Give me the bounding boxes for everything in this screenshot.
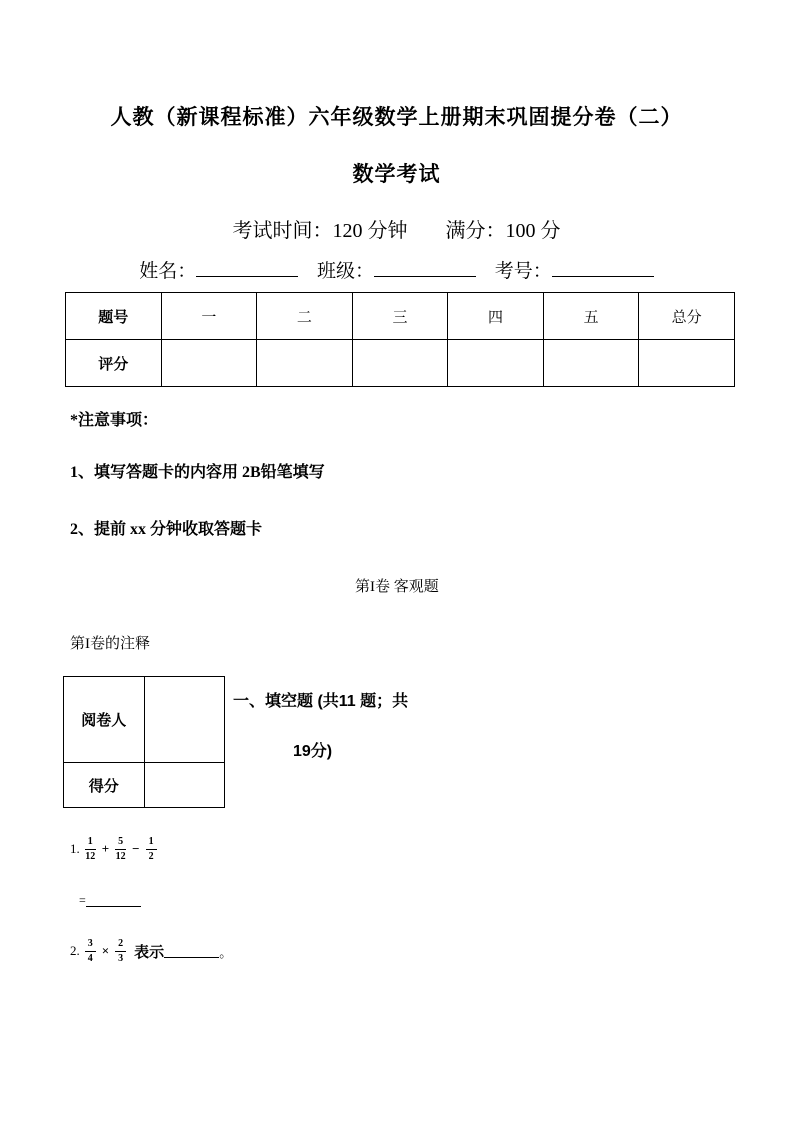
fraction-numerator: 2 bbox=[115, 938, 126, 952]
fraction-denominator: 12 bbox=[85, 850, 96, 862]
score-label: 得分 bbox=[64, 763, 145, 808]
score-cell-empty bbox=[352, 340, 448, 387]
fraction-1-12 bbox=[85, 836, 96, 862]
exam-no-blank-line bbox=[552, 259, 654, 277]
score-table-col-3: 三 bbox=[352, 293, 448, 340]
class-blank-line bbox=[374, 259, 476, 277]
exam-no-field bbox=[495, 256, 654, 283]
score-table-score-row bbox=[66, 340, 735, 387]
class-label: 班级： bbox=[316, 261, 374, 282]
fraction-numerator: 1 bbox=[85, 836, 96, 850]
document-subtitle: 数学考试 bbox=[352, 163, 441, 186]
fraction-denominator: 2 bbox=[148, 850, 154, 862]
answer-blank-line bbox=[164, 945, 219, 958]
multiply-operator: × bbox=[101, 943, 110, 958]
full-score: 满分：100 分 bbox=[445, 220, 561, 242]
name-label: 姓名： bbox=[139, 261, 197, 282]
question-1-answer-line bbox=[79, 893, 141, 908]
question-1-expression bbox=[70, 836, 159, 862]
section1-heading-line2: 19分) bbox=[293, 743, 333, 760]
equals-sign: = bbox=[79, 893, 86, 907]
score-table-col-4: 四 bbox=[448, 293, 544, 340]
fraction-2-3 bbox=[115, 938, 126, 964]
section1-heading bbox=[233, 688, 408, 761]
plus-operator: + bbox=[101, 841, 110, 856]
score-cell-empty bbox=[257, 340, 353, 387]
fraction-denominator: 12 bbox=[115, 850, 126, 862]
minus-operator: − bbox=[132, 841, 140, 856]
score-table bbox=[65, 292, 735, 387]
score-table-col-2: 二 bbox=[257, 293, 353, 340]
reviewer-cell-empty bbox=[144, 677, 225, 763]
score-cell-empty bbox=[448, 340, 544, 387]
fraction-denominator: 3 bbox=[118, 952, 124, 964]
score-table-question-label: 题号 bbox=[66, 293, 162, 340]
notice-item-2: 2、提前 xx 分钟收取答题卡 bbox=[70, 521, 263, 538]
score-table-col-1: 一 bbox=[161, 293, 257, 340]
score-table-col-total: 总分 bbox=[639, 293, 735, 340]
volume-title: 第I卷 客观题 bbox=[355, 579, 439, 595]
reviewer-label: 阅卷人 bbox=[64, 677, 145, 763]
question-2-number: 2. bbox=[70, 943, 80, 958]
score-table-score-label: 评分 bbox=[66, 340, 162, 387]
student-info-line bbox=[0, 256, 793, 283]
fraction-numerator: 1 bbox=[146, 836, 157, 850]
question-2-expression bbox=[70, 938, 232, 964]
section1-heading-line1: 一、填空题 (共11 题；共 bbox=[233, 693, 409, 710]
score-cell-empty bbox=[639, 340, 735, 387]
score-table-col-5: 五 bbox=[543, 293, 639, 340]
volume-note: 第I卷的注释 bbox=[70, 636, 150, 652]
score-cell-empty bbox=[161, 340, 257, 387]
class-field bbox=[317, 256, 476, 283]
fraction-numerator: 5 bbox=[115, 836, 126, 850]
exam-no-label: 考号： bbox=[494, 261, 552, 282]
fraction-1-2 bbox=[146, 836, 157, 862]
grader-box bbox=[63, 676, 225, 808]
score-cell-empty bbox=[543, 340, 639, 387]
document-title: 人教（新课程标准）六年级数学上册期末巩固提分卷（二） bbox=[110, 106, 683, 129]
grader-reviewer-row bbox=[64, 677, 225, 763]
fraction-denominator: 4 bbox=[87, 952, 93, 964]
score-cell-empty bbox=[144, 763, 225, 808]
question-1-number: 1. bbox=[70, 841, 80, 856]
fraction-numerator: 3 bbox=[85, 938, 96, 952]
fraction-5-12 bbox=[115, 836, 126, 862]
exam-info-line bbox=[0, 214, 793, 243]
notice-title: *注意事项： bbox=[70, 412, 159, 429]
grader-score-row bbox=[64, 763, 225, 808]
question-2-text: 表示 bbox=[134, 944, 165, 961]
score-table-header-row bbox=[66, 293, 735, 340]
name-blank-line bbox=[196, 259, 298, 277]
period-mark: 。 bbox=[219, 944, 233, 960]
notice-item-1: 1、填写答题卡的内容用 2B铅笔填写 bbox=[70, 464, 325, 481]
answer-blank-line bbox=[86, 894, 141, 907]
exam-duration: 考试时间：120 分钟 bbox=[232, 220, 408, 242]
fraction-3-4 bbox=[85, 938, 96, 964]
name-field bbox=[139, 256, 298, 283]
